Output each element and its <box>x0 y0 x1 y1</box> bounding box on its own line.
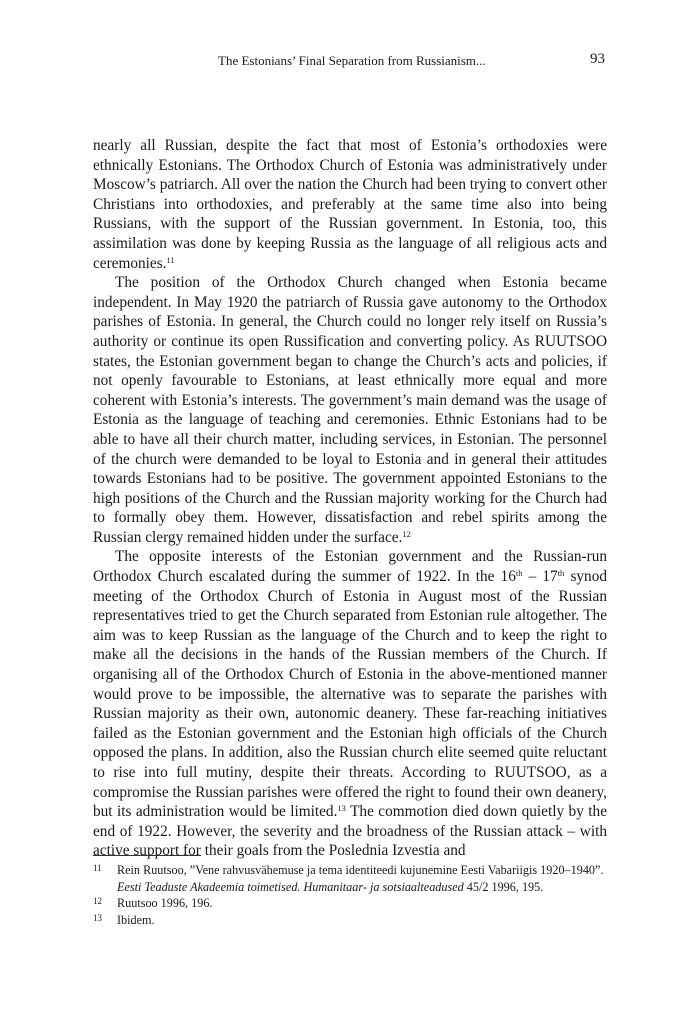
footnote-number: 13 <box>93 912 102 923</box>
page-number: 93 <box>590 51 605 67</box>
footnote-text: Ibidem. <box>117 912 155 927</box>
footnote-text-part: 45/2 1996, 195. <box>463 879 544 894</box>
footnote-ref-12[interactable]: 12 <box>402 528 411 539</box>
ordinal-suffix: th <box>557 568 565 579</box>
footnote-journal-title: Eesti Teaduste Akadeemia toimetised. Humanitaar- ja sotsiaalteadused <box>117 879 464 894</box>
paragraph-2 <box>93 273 607 547</box>
footnote-text <box>117 863 604 894</box>
body-text <box>93 136 607 861</box>
footnote-number: 12 <box>93 896 102 907</box>
footnote-divider <box>93 855 201 856</box>
paragraph-3 <box>93 547 607 861</box>
paragraph-text: nearly all Russian, despite the fact that most of Estonia’s orthodoxies were ethnically Estonians. The Orthodox Church of Estonia was administratively under Moscow’s patriarch. All over the nation the Church had been trying to convert other Christians into orthodoxies, and preferably at the same time also into being Russians, with the support of the Russian government. In Estonia, too, this assimilation was done by keeping Russia as the language of all religious acts and ceremonies. <box>93 137 608 272</box>
paragraph-text: The opposite interests of the Estonian government and the Russian-run Orthodox Church escalated during the summer of 1922. In the 16 <box>93 548 607 586</box>
paragraph-1 <box>93 136 607 273</box>
footnotes <box>93 862 607 928</box>
footnote-number: 11 <box>93 863 102 873</box>
footnote-text-part: Rein Ruutsoo, ”Vene rahvusvähemuse ja tema identiteedi kujunemine Eesti Vabariigis 1920–1940”. <box>117 863 604 877</box>
footnote-13 <box>93 912 607 929</box>
footnote-ref-13[interactable]: 13 <box>337 803 346 814</box>
footnote-text: Ruutsoo 1996, 196. <box>117 896 213 911</box>
paragraph-text: – 17 <box>522 568 558 586</box>
paragraph-text: synod meeting of the Orthodox Church of Estonia in August most of the Russian representatives tried to get the Church separated from Estonian rule altogether. The aim was to keep Russian as the language of the Church and to keep the right to make all the decisions in the hands of the Russian members of the Church. If organising all of the Orthodox Church of Estonia in the above-mentioned manner would prove to be impossible, the alternative was to separate the parishes with Russian majority as their own, autonomic deanery. These far-reaching initiatives failed as the Estonian government and the Estonian high officials of the Church opposed the plans. In addition, also the Russian church elite seemed quite reluctant to rise into full mutiny, despite their threats. According to RUUTSOO, as a compromise the Russian parishes were offered the right to found their own deanery, but its administration would be limited. <box>93 568 607 821</box>
footnote-11 <box>93 862 607 895</box>
paragraph-text: The position of the Orthodox Church changed when Estonia became independent. In May 1920 the patriarch of Russia gave autonomy to the Orthodox parishes of Estonia. In general, the Church could no longer rely itself on Russia’s authority or continue its open Russification and converting policy. As RUUTSOO states, the Estonian government began to change the Church’s acts and policies, if not openly favourable to Estonians, at least ethnically more equal and more coherent with Estonia’s interests. The government’s main demand was the usage of Estonia as the language of teaching and ceremonies. Ethnic Estonians had to be able to have all their church matter, including services, in Estonian. The personnel of the church were demanded to be loyal to Estonia and in general their attitudes towards Estonians had to be positive. The government appointed Estonians to the high positions of the Church and the Russian majority working for the Church had to formally obey them. However, dissatisfaction and rebel spirits among the Russian clergy remained hidden under the surface. <box>93 274 607 546</box>
paragraph-text: The commotion died down quietly by the end of 1922. However, the severity and the broadness of the Russian attack – with active support for their goals from the Poslednia Izvestia and <box>93 803 607 860</box>
running-head <box>0 53 700 73</box>
footnote-ref-11[interactable]: 11 <box>166 254 175 265</box>
footnote-12 <box>93 895 607 912</box>
running-title: The Estonians’ Final Separation from Russianism... <box>218 53 486 68</box>
ordinal-suffix: th <box>515 568 523 579</box>
